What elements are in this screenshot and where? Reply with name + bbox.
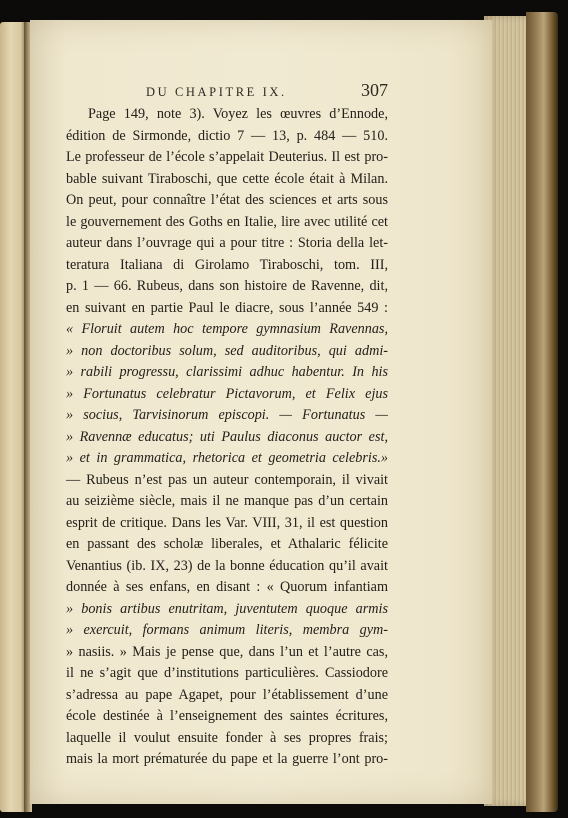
text-line: » exercuit, formans animum literis, membra gym- xyxy=(66,622,388,638)
text-line: « Floruit autem hoc tempore gymnasium Ravennas, xyxy=(66,321,388,337)
page-number: 307 xyxy=(361,80,388,100)
text-line: donnée à ses enfans, en disant : « Quorum infantiam xyxy=(66,579,388,595)
text-line: le gouvernement des Goths en Italie, lire avec utilité cet xyxy=(66,213,388,230)
text-line: bable suivant Tiraboschi, que cette école était à Milan. xyxy=(66,170,388,187)
text-line: teratura Italiana di Girolamo Tiraboschi, tom. III, xyxy=(66,256,388,273)
text-line: auteur dans l’ouvrage qui a pour titre : Storia della let- xyxy=(66,235,388,251)
text-line: » socius, Tarvisinorum episcopi. — Fortunatus — xyxy=(66,407,388,423)
text-line: » nasiis. » Mais je pense que, dans l’un et l’autre cas, xyxy=(66,643,388,660)
text-line: esprit de critique. Dans les Var. VIII, 31, il est question xyxy=(66,514,388,531)
text-line: » Ravennæ educatus; uti Paulus diaconus auctor est, xyxy=(66,428,388,445)
text-line: en suivant en partie Paul le diacre, sous l’année 549 : xyxy=(66,299,388,316)
facing-page-edge xyxy=(0,22,26,812)
text-line: » Fortunatus celebratur Pictavorum, et Felix ejus xyxy=(66,385,388,402)
text-line: » bonis artibus enutritam, juventutem quoque armis xyxy=(66,600,388,617)
text-line: au seizième siècle, mais il ne manque pas d’un certain xyxy=(66,493,388,509)
text-line: en passant des scholæ liberales, et Athalaric félicite xyxy=(66,536,388,552)
text-line: école destinée à l’enseignement des saintes écritures, xyxy=(66,708,388,724)
text-line: Page 149, note 3). Voyez les œuvres d’Ennode, xyxy=(88,106,388,122)
text-line: s’adressa au pape Agapet, pour l’établissement d’une xyxy=(66,686,388,703)
text-line: édition de Sirmonde, dictio 7 — 13, p. 484 — 510. xyxy=(66,127,388,144)
page-body xyxy=(66,104,388,771)
text-line: Le professeur de l’école s’appelait Deuterius. Il est pro- xyxy=(66,149,388,165)
book-cover-edge xyxy=(526,12,558,812)
text-line: Venantius (ib. IX, 23) de la bonne éducation qu’il avait xyxy=(66,557,388,574)
text-line: mais la mort prématurée du pape et la guerre l’ont pro- xyxy=(66,751,388,767)
running-head: DU CHAPITRE IX. xyxy=(146,85,287,99)
text-line: laquelle il voulut ensuite fonder à ses propres frais; xyxy=(66,729,388,746)
text-line: — Rubeus n’est pas un auteur contemporain, il vivait xyxy=(66,471,388,488)
text-line: On peut, pour connaître l’état des sciences et arts sous xyxy=(66,192,388,208)
text-line: p. 1 — 66. Rubeus, dans son histoire de Ravenne, dit, xyxy=(66,278,388,294)
text-line: » rabili progressu, clarissimi adhuc habentur. In his xyxy=(66,364,388,380)
text-line: » non doctoribus solum, sed auditoribus, qui admi- xyxy=(66,342,388,359)
text-line: » et in grammatica, rhetorica et geometria celebris.» xyxy=(66,450,388,466)
text-line: il ne s’agit que d’institutions particulières. Cassiodore xyxy=(66,665,388,681)
